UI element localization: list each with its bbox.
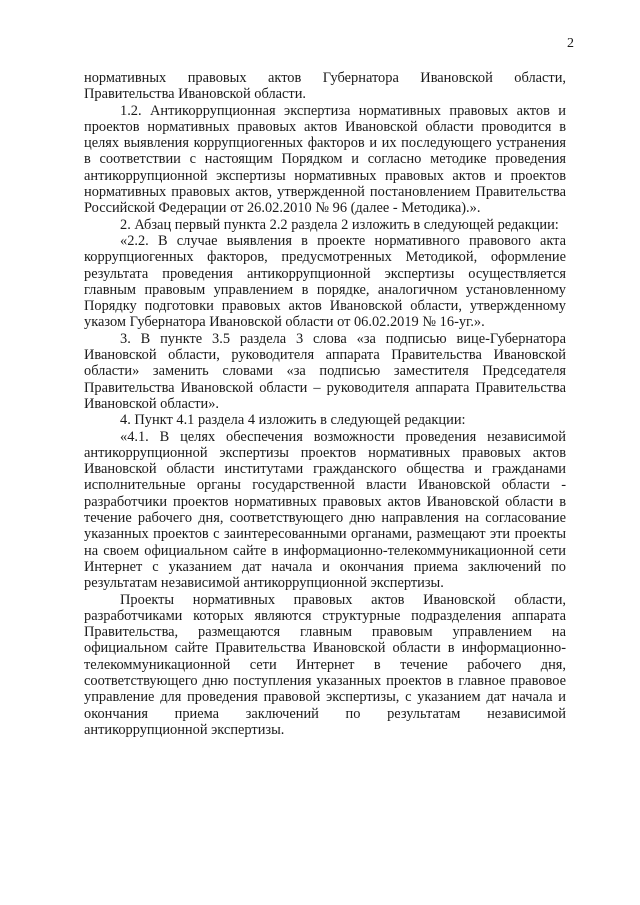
paragraph-item-3: 3. В пункте 3.5 раздела 3 слова «за подписью вице-Губернатора Ивановской области, руководителя аппарата Правительства Ивановской области» заменить словами «за подписью заместителя Председателя Правительства Ивановской области – руководителя аппарата Правительства Ивановской области». bbox=[84, 330, 566, 412]
paragraph-item-2: 2. Абзац первый пункта 2.2 раздела 2 изложить в следующей редакции: bbox=[120, 216, 559, 233]
page-number: 2 bbox=[567, 36, 574, 51]
paragraph-clause-2-2: «2.2. В случае выявления в проекте нормативного правового акта коррупциогенных факторов, предусмотренных Методикой, оформление результата проведения антикоррупционной экспертизы осуществляется главным правовым управлением в порядке, аналогичном установленному Порядку подготовки правовых актов Ивановской области, утвержденному указом Губернатора Ивановской области от 06.02.2019 № 16-уг.». bbox=[84, 232, 566, 331]
paragraph-drafts-publication: Проекты нормативных правовых актов Ивановской области, разработчиками которых являются структурные подразделения аппарата Правительства, размещаются главным правовым управлением на официальном сайте Правительства Ивановской области в информационно-телекоммуникационной сети Интернет в течение рабочего дня, соответствующего дню поступления указанных проектов в главное правовое управление для проведения правовой экспертизы, с указанием дат начала и окончания приема заключений по результатам независимой антикоррупционной экспертизы. bbox=[84, 591, 566, 738]
paragraph-clause-4-1: «4.1. В целях обеспечения возможности проведения независимой антикоррупционной экспертизы проектов нормативных правовых актов Ивановской области институтами гражданского общества и гражданами исполнительные органы государственной власти Ивановской области - разработчики проектов нормативных правовых актов Ивановской области в течение рабочего дня, соответствующего дню направления на согласование указанных проектов с заинтересованными органами, размещают эти проекты на своем официальном сайте в информационно-телекоммуникационной сети Интернет с указанием дат начала и окончания приема заключений по результатам независимой антикоррупционной экспертизы. bbox=[84, 428, 566, 592]
paragraph-continuation: нормативных правовых актов Губернатора Ивановской области, Правительства Ивановской области. bbox=[84, 70, 566, 103]
paragraph-clause-1-2: 1.2. Антикоррупционная экспертиза нормативных правовых актов и проектов нормативных правовых актов Ивановской области проводится в целях выявления коррупциогенных факторов и их последующего устранения в соответствии с настоящим Порядком и согласно методике проведения антикоррупционной экспертизы нормативных правовых актов и проектов нормативных правовых актов, утвержденной постановлением Правительства Российской Федерации от 26.02.2010 № 96 (далее - Методика).». bbox=[84, 102, 566, 217]
document-body bbox=[84, 70, 566, 738]
paragraph-item-4: 4. Пункт 4.1 раздела 4 изложить в следующей редакции: bbox=[120, 412, 466, 429]
